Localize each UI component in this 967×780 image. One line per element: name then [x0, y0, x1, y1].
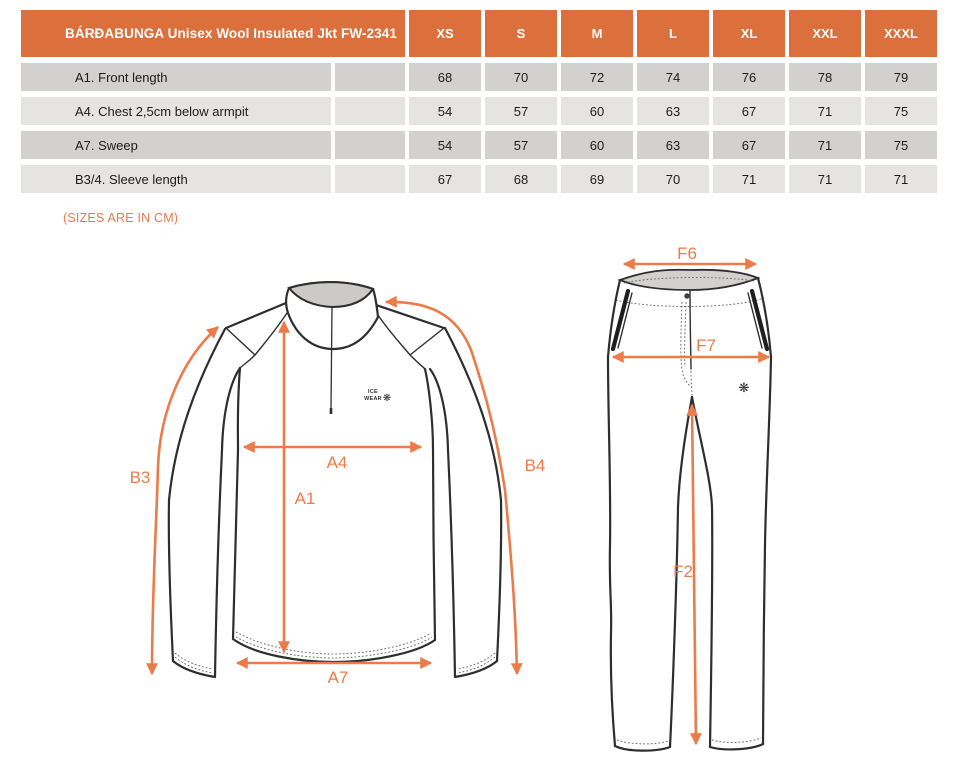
size-value-cell: 57 [485, 131, 557, 159]
row-label: B3/4. Sleeve length [21, 165, 331, 193]
size-value-cell: 71 [789, 165, 861, 193]
size-value-cell: 72 [561, 63, 633, 91]
f2-label: F2 [673, 562, 693, 581]
table-title: BÁRÐABUNGA Unisex Wool Insulated Jkt FW-2341 [21, 10, 405, 57]
size-value-cell: 76 [713, 63, 785, 91]
brand-logo [364, 389, 391, 404]
jacket-diagram [95, 245, 565, 770]
f7-label: F7 [696, 336, 716, 355]
b3-arrow [152, 327, 218, 674]
size-value-cell: 75 [865, 131, 937, 159]
size-table [21, 10, 937, 193]
size-value-cell: 67 [713, 131, 785, 159]
spacer-cell [335, 63, 405, 91]
size-header-m: M [561, 10, 633, 57]
spacer-cell [335, 97, 405, 125]
size-value-cell: 78 [789, 63, 861, 91]
spacer-cell [335, 131, 405, 159]
a4-label: A4 [326, 453, 348, 472]
pants-legs [608, 357, 771, 751]
size-value-cell: 67 [713, 97, 785, 125]
size-header-xs: XS [409, 10, 481, 57]
size-value-cell: 54 [409, 131, 481, 159]
row-label: A7. Sweep [21, 131, 331, 159]
pants-dimension-arrows [613, 245, 769, 744]
size-value-cell: 71 [865, 165, 937, 193]
size-value-cell: 54 [409, 97, 481, 125]
size-value-cell: 74 [637, 63, 709, 91]
size-value-cell: 70 [485, 63, 557, 91]
size-value-cell: 70 [637, 165, 709, 193]
b4-label: B4 [524, 456, 546, 475]
logo-text-line1: ICE [368, 389, 378, 395]
size-value-cell: 60 [561, 131, 633, 159]
sizes-unit-note: (SIZES ARE IN CM) [63, 211, 179, 225]
size-value-cell: 60 [561, 97, 633, 125]
a7-label: A7 [327, 668, 349, 687]
size-value-cell: 71 [789, 131, 861, 159]
size-value-cell: 63 [637, 131, 709, 159]
size-value-cell: 71 [713, 165, 785, 193]
jacket-body [233, 368, 435, 662]
size-value-cell: 67 [409, 165, 481, 193]
b3-label: B3 [129, 468, 151, 487]
waist-button [684, 293, 689, 298]
row-label: A4. Chest 2,5cm below armpit [21, 97, 331, 125]
size-header-l: L [637, 10, 709, 57]
spacer-cell [335, 165, 405, 193]
size-header-s: S [485, 10, 557, 57]
size-value-cell: 68 [409, 63, 481, 91]
size-header-xxxl: XXXL [865, 10, 937, 57]
size-value-cell: 71 [789, 97, 861, 125]
size-value-cell: 63 [637, 97, 709, 125]
size-value-cell: 79 [865, 63, 937, 91]
size-value-cell: 68 [485, 165, 557, 193]
size-value-cell: 75 [865, 97, 937, 125]
logo-text-line2: WEAR [364, 396, 382, 402]
b4-arrow [386, 302, 517, 674]
pants-snowflake-icon: ❋ [738, 381, 750, 396]
pants-diagram [585, 245, 800, 770]
f6-label: F6 [677, 245, 697, 263]
size-value-cell: 57 [485, 97, 557, 125]
waist-inner-gray [620, 270, 758, 290]
jacket-dimension-arrows [130, 302, 546, 687]
size-value-cell: 69 [561, 165, 633, 193]
logo-snowflake-icon: ❋ [382, 393, 392, 404]
jacket-right-sleeve [430, 328, 501, 677]
pants-waist [608, 270, 771, 396]
a1-label: A1 [294, 489, 316, 508]
row-label: A1. Front length [21, 63, 331, 91]
size-header-xxl: XXL [789, 10, 861, 57]
size-header-xl: XL [713, 10, 785, 57]
